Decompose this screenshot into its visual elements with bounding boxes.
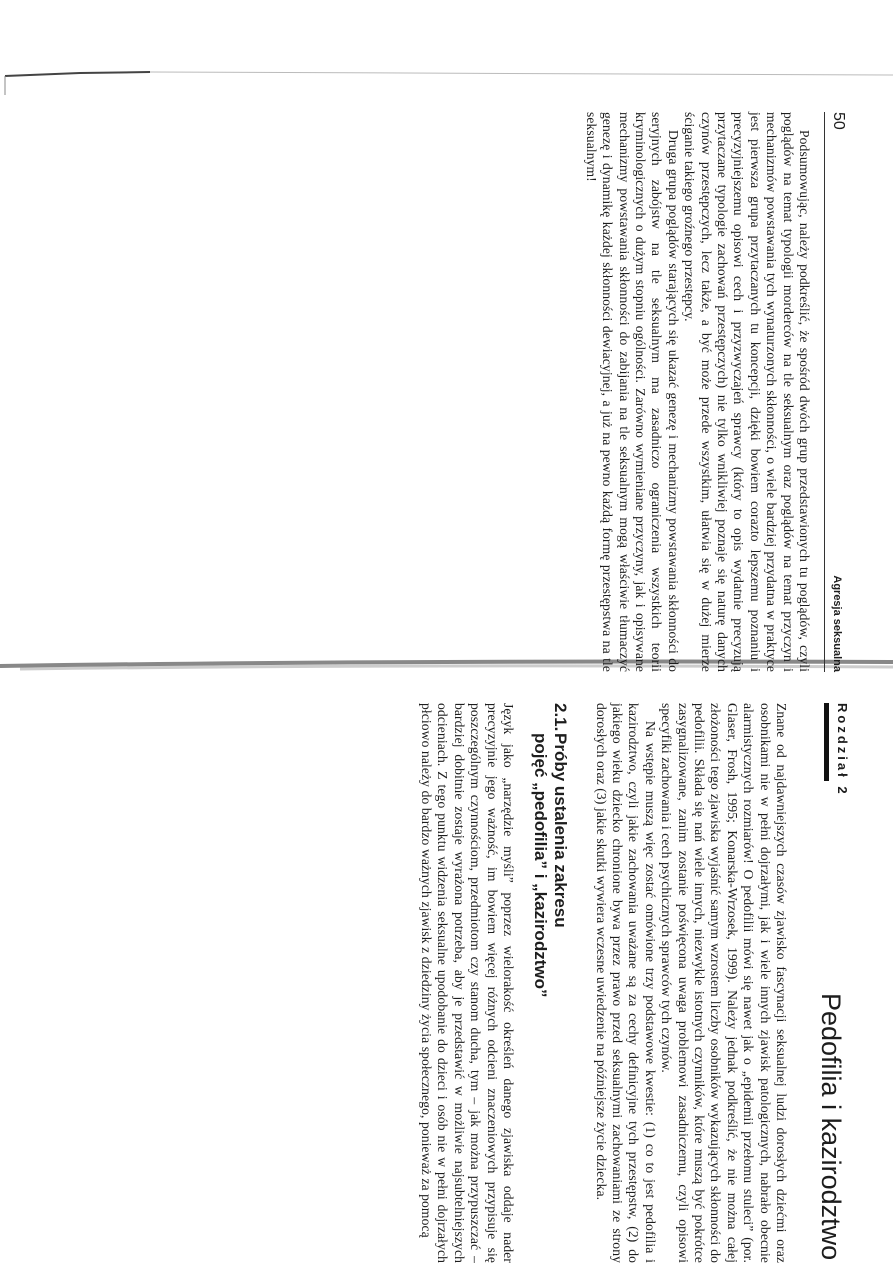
- bottom-page: [5, 703, 850, 1263]
- section-number: 2.1.: [551, 703, 571, 732]
- paragraph: Druga grupa poglądów starających się ukazać genezę i mechanizmy powstawania skłonności do seryjnych zabójstw na tle seksualnym ma zasadniczo ograniczenia wszystkich teorii kryminologicznych o dużym stopniu ogólności. Zarówno wymieniane przyczyny, jak i opisywane mechanizmy powstawania skłonności do zabijania na tle seksualnym mogą właściwie tłumaczyć genezę i dynamikę każdej skłonności dewiacyjnej, a już na pewno każdą formę przestępstwa na tle seksualnym!: [583, 112, 681, 672]
- page-header: [824, 112, 847, 672]
- section-title-line1: Próby ustalenia zakresu: [551, 733, 571, 928]
- section-title-line2: pojęć „pedofilia” i „kazirodztwo”: [531, 733, 551, 998]
- top-page: [407, 112, 847, 672]
- chapter-title: Pedofilia i kazirodztwo: [816, 993, 846, 1261]
- paragraph: Na wstępie muszą więc zostać omówione trzy podstawowe kwestie: (1) co to jest pedofilia i kazirodztwo, czyli jakie zachowania uważane są za cechy definicyjne tych przestępstw, (2) do jakiego wieku dziecko chronione bywa przez prawo przed seksualnymi zachowaniami ze strony dorosłych oraz (3) jakie skutki wywiera wczesne uwiedzenie na późniejsze życie dziecka.: [593, 703, 658, 1263]
- page-number: 50: [830, 112, 847, 130]
- paragraph: Język jako „narzędzie myśli” poprzez wielorakość określeń danego zjawiska oddaje nader precyzyjnie jego ważność, im bowiem więcej różnych odcieni znaczeniowych przypisuje się poszczególnym czynnościom, przedmiotom czy stanom ducha, tym – jak można przypuszczać – bardziej dobitnie zostaje wyrażona potrzeba, aby je przedstawić w możliwie najsubtelniejszych odcieniach. Z tego punktu widzenia seksualne upodobanie do dzieci i osób nie w pełni dojrzałych płciowo należy do bardzo ważnych zjawisk z dziedziny życia społecznego, ponieważ za pomocą: [419, 703, 517, 1263]
- chapter-label: Rozdział 2: [835, 703, 850, 797]
- paragraph: Podsumowując, należy podkreślić, że spośród dwóch grup przedstawionych tu poglądów, czyli poglądów na temat typologii morderców na tle seksualnym oraz poglądów na temat przyczyn i mechanizmów powstawania tych wynaturzonych skłonności, o wiele bardziej przydatna w praktyce jest pierwsza grupa przytaczanych tu koncepcji, dzięki bowiem corazto lepszemu poznaniu i precyzyjniejszemu opisowi cech i przyzwyczajeń sprawcy (który to opis wydatnie precyzują przytaczane typologie zachowań przestępczych) nie tylko wnikliwiej poznaje się naturę danych czynów przestępczych, lecz także, a być może przede wszystkim, ułatwia się w dużej mierze ściganie takiego groźnego przestępcy.: [682, 112, 812, 672]
- running-head: Agresja seksualna: [831, 575, 843, 672]
- section-heading: [530, 703, 570, 1263]
- paragraph: Znane od najdawniejszych czasów zjawisko fascynacji seksualnej ludzi dorosłych dziećmi oraz osobnikami nie w pełni dojrzałymi, jak i wiele innych zjawisk patologicznych, nabrało obecnie alarmistycznych rozmiarów! O pedofilii mówi się nawet jak o „epidemii przełomu stuleci” (por. Glaser, Frosh, 1995; Konarska-Wrzosek, 1999). Należy jednak podkreślić, że nie można całej złożoności tego zjawiska wyjaśnić samym wzrostem liczby osobników wykazujących skłonności do pedofilii. Składa się nań wiele innych, niezwykle istotnych czynników, które muszą być pokrótce zasygnalizowane, zanim zostanie poświęcona uwaga problemowi zasadniczemu, czyli opisowi specyfiki zachowania i cech psychicznych sprawców tych czynów.: [659, 703, 789, 1263]
- chapter-rule: [824, 703, 829, 781]
